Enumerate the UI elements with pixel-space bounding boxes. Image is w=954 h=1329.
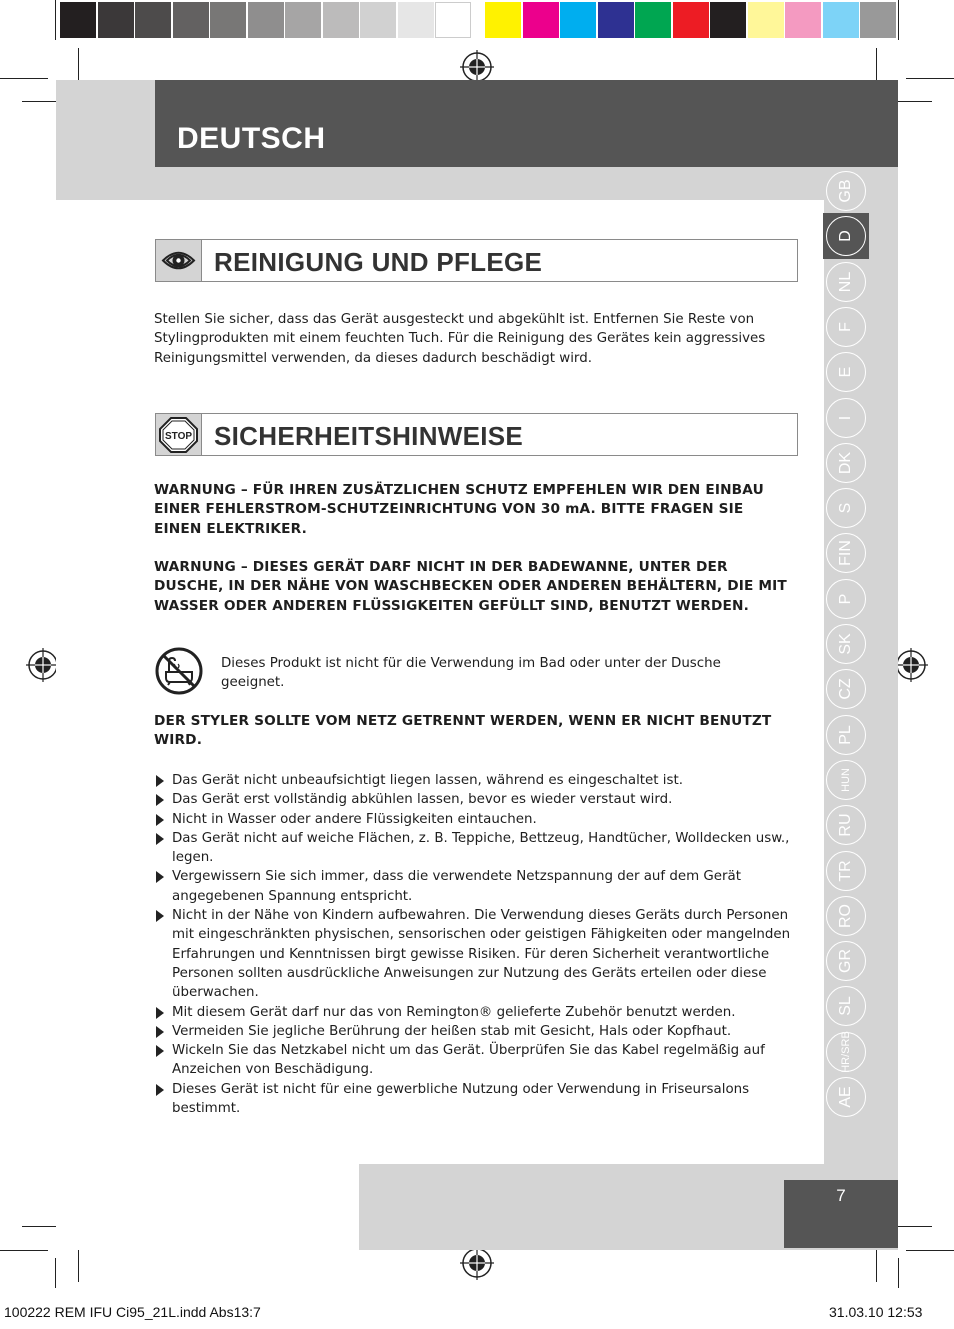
lang-tab-label: F bbox=[826, 307, 866, 347]
bullet-text: Dieses Gerät ist nicht für eine gewerbliche Nutzung oder Verwendung in Friseursalons bestimmt. bbox=[172, 1081, 750, 1117]
lang-tab-nl[interactable] bbox=[823, 259, 869, 305]
lang-tab-label: RU bbox=[826, 805, 866, 845]
stop-icon bbox=[156, 414, 202, 455]
safety-bullet-list bbox=[154, 771, 794, 1118]
lang-tab-sk[interactable] bbox=[823, 621, 869, 667]
color-swatch bbox=[785, 2, 821, 38]
color-swatch bbox=[860, 2, 896, 38]
bullet-item bbox=[154, 1022, 794, 1041]
bullet-text: Mit diesem Gerät darf nur das von Remington® gelieferte Zubehör benutzt werden. bbox=[172, 1004, 736, 1020]
bullet-text: Nicht in der Nähe von Kindern aufbewahren. Die Verwendung dieses Geräts durch Personen mit eingeschränkten physischen, sensorischen oder geistigen Fähigkeiten oder mangelnden Erfahrungen und Kenntnissen birgt gewisse Risiken. Für deren Sicherheit verantwortliche Personen sollten ausdrückliche Anweisungen zur Nutzung des Geräts erteilen oder diese überwachen. bbox=[172, 908, 791, 1001]
bullet-text: Vermeiden Sie jegliche Berührung der heißen stab mit Gesicht, Hals oder Kopfhaut. bbox=[172, 1023, 732, 1039]
lang-tab-ru[interactable] bbox=[823, 802, 869, 848]
lang-tab-cz[interactable] bbox=[823, 666, 869, 712]
gray-swatch bbox=[323, 2, 359, 38]
lang-tab-label: S bbox=[826, 488, 866, 528]
registration-mark-bottom bbox=[460, 1246, 494, 1280]
lang-tab-gr[interactable] bbox=[823, 938, 869, 984]
page-content-area-bottom bbox=[56, 1160, 359, 1250]
lang-tab-label: RO bbox=[826, 896, 866, 936]
gray-swatch bbox=[398, 2, 434, 38]
lang-tab-label: FIN bbox=[826, 533, 866, 573]
lang-tab-label: GB bbox=[826, 171, 866, 211]
bullet-item bbox=[154, 867, 794, 906]
bullet-item bbox=[154, 1041, 794, 1080]
gray-swatch bbox=[210, 2, 246, 38]
lang-tab-label: HUN bbox=[826, 760, 866, 800]
cleaning-text: Stellen Sie sicher, dass das Gerät ausgesteckt und abgekühlt ist. Entfernen Sie Reste von Stylingprodukten mit einem feuchten Tuch. Für die Reinigung des Gerätes kein aggressives Reinigungsmittel verwenden, da dieses dadurch beschädigt wird. bbox=[154, 312, 766, 366]
gray-swatch bbox=[60, 2, 96, 38]
lang-tab-f[interactable] bbox=[823, 304, 869, 350]
bullet-item bbox=[154, 1080, 794, 1119]
footer-file-info: 100222 REM IFU Ci95_21L.indd Abs13:7 bbox=[4, 1304, 261, 1320]
bullet-arrow-icon bbox=[156, 1007, 164, 1019]
bullet-text: Das Gerät nicht unbeaufsichtigt liegen lassen, während es eingeschaltet ist. bbox=[172, 773, 684, 788]
color-swatch bbox=[748, 2, 784, 38]
lang-tab-label: PL bbox=[826, 715, 866, 755]
color-swatch bbox=[673, 2, 709, 38]
lang-tab-label: D bbox=[826, 216, 866, 256]
lang-tab-label: P bbox=[826, 579, 866, 619]
lang-tab-p[interactable] bbox=[823, 576, 869, 622]
lang-tab-label: CZ bbox=[826, 669, 866, 709]
lang-tab-label: HR/SRB bbox=[826, 1032, 866, 1072]
bullet-arrow-icon bbox=[156, 814, 164, 826]
footer-date-time: 31.03.10 12:53 bbox=[829, 1304, 923, 1320]
bullet-arrow-icon bbox=[156, 1026, 164, 1038]
section-header-cleaning bbox=[155, 239, 798, 282]
bath-note: Dieses Produkt ist nicht für die Verwendung im Bad oder unter der Dusche geeignet. bbox=[221, 656, 721, 691]
eye-icon bbox=[156, 240, 202, 281]
bullet-text: Nicht in Wasser oder andere Flüssigkeiten eintauchen. bbox=[172, 811, 537, 827]
lang-tab-dk[interactable] bbox=[823, 440, 869, 486]
warning-unplug: DER STYLER SOLLTE VOM NETZ GETRENNT WERDEN, WENN ER NICHT BENUTZT WIRD. bbox=[154, 713, 772, 749]
registration-mark-right bbox=[894, 648, 928, 682]
lang-tab-tr[interactable] bbox=[823, 848, 869, 894]
page-number: 7 bbox=[836, 1186, 846, 1205]
bullet-arrow-icon bbox=[156, 910, 164, 922]
gray-swatch bbox=[135, 2, 171, 38]
lang-tab-label: AE bbox=[826, 1077, 866, 1117]
lang-tab-gb[interactable] bbox=[823, 168, 869, 214]
lang-tab-label: SK bbox=[826, 624, 866, 664]
page-number-box bbox=[784, 1180, 898, 1248]
lang-tab-label: I bbox=[826, 398, 866, 438]
lang-tab-i[interactable] bbox=[823, 395, 869, 441]
color-swatch bbox=[485, 2, 521, 38]
lang-tab-pl[interactable] bbox=[823, 712, 869, 758]
bullet-arrow-icon bbox=[156, 794, 164, 806]
gray-swatch bbox=[248, 2, 284, 38]
warning-water: WARNUNG – DIESES GERÄT DARF NICHT IN DER BADEWANNE, UNTER DER DUSCHE, IN DER NÄHE VON WASCHBECKEN ODER ANDEREN BEHÄLTERN, DIE MIT WASSER ODER ANDEREN FLÜSSIGKEITEN GEFÜLLT SIND, BENUTZT WERDEN. bbox=[154, 559, 787, 614]
color-swatch bbox=[710, 2, 746, 38]
warning-rcd: WARNUNG – FÜR IHREN ZUSÄTZLICHEN SCHUTZ EMPFEHLEN WIR DEN EINBAU EINER FEHLERSTROM-SCHUTZEINRICHTUNG VON 30 mA. BITTE FRAGEN SIE EINEN ELEKTRIKER. bbox=[154, 482, 764, 537]
lang-tab-e[interactable] bbox=[823, 349, 869, 395]
bullet-text: Das Gerät nicht auf weiche Flächen, z. B. Teppiche, Bettzeug, Handtücher, Wolldecken usw., legen. bbox=[172, 830, 790, 866]
lang-tab-label: NL bbox=[826, 262, 866, 302]
gray-swatch bbox=[98, 2, 134, 38]
lang-tab-hr-srb[interactable] bbox=[823, 1029, 869, 1075]
bullet-text: Wickeln Sie das Netzkabel nicht um das Gerät. Überprüfen Sie das Kabel regelmäßig auf Anzeichen von Beschädigung. bbox=[172, 1043, 765, 1078]
registration-mark-top bbox=[460, 50, 494, 84]
color-swatch bbox=[635, 2, 671, 38]
lang-tab-label: SL bbox=[826, 986, 866, 1026]
gray-swatch bbox=[285, 2, 321, 38]
lang-tab-label: TR bbox=[826, 851, 866, 891]
registration-mark-left bbox=[26, 648, 60, 682]
color-swatch bbox=[523, 2, 559, 38]
language-tabs bbox=[823, 168, 869, 1128]
bullet-item bbox=[154, 906, 794, 1002]
color-swatch bbox=[598, 2, 634, 38]
lang-tab-ro[interactable] bbox=[823, 893, 869, 939]
bullet-text: Vergewissern Sie sich immer, dass die verwendete Netzspannung der auf dem Gerät angegebenen Spannung entspricht. bbox=[172, 869, 741, 904]
section-header-safety bbox=[155, 413, 798, 456]
page-title: DEUTSCH bbox=[177, 122, 326, 155]
lang-tab-label: E bbox=[826, 352, 866, 392]
bullet-arrow-icon bbox=[156, 1084, 164, 1096]
lang-tab-fin[interactable] bbox=[823, 530, 869, 576]
lang-tab-sl[interactable] bbox=[823, 983, 869, 1029]
color-swatch bbox=[560, 2, 596, 38]
bullet-arrow-icon bbox=[156, 871, 164, 883]
no-bathtub-icon bbox=[154, 645, 204, 697]
lang-tab-label: DK bbox=[826, 443, 866, 483]
bullet-item bbox=[154, 829, 794, 868]
bullet-arrow-icon bbox=[156, 833, 164, 845]
section-title: SICHERHEITSHINWEISE bbox=[214, 421, 524, 451]
color-swatch bbox=[823, 2, 859, 38]
section-title: REINIGUNG UND PFLEGE bbox=[214, 247, 543, 277]
bullet-item bbox=[154, 790, 794, 809]
bullet-text: Das Gerät erst vollständig abkühlen lassen, bevor es wieder verstaut wird. bbox=[172, 792, 673, 808]
gray-swatch bbox=[173, 2, 209, 38]
lang-tab-d[interactable] bbox=[823, 213, 869, 259]
bullet-item bbox=[154, 1003, 794, 1022]
bullet-arrow-icon bbox=[156, 775, 164, 787]
language-header-bar bbox=[155, 80, 898, 167]
gray-swatch bbox=[435, 2, 471, 38]
lang-tab-ae[interactable] bbox=[823, 1074, 869, 1120]
bullet-item bbox=[154, 810, 794, 829]
svg-text:STOP: STOP bbox=[164, 431, 193, 442]
lang-tab-hun[interactable] bbox=[823, 757, 869, 803]
bullet-arrow-icon bbox=[156, 1045, 164, 1057]
gray-swatch bbox=[360, 2, 396, 38]
lang-tab-label: GR bbox=[826, 941, 866, 981]
bullet-item bbox=[154, 771, 794, 790]
lang-tab-s[interactable] bbox=[823, 485, 869, 531]
